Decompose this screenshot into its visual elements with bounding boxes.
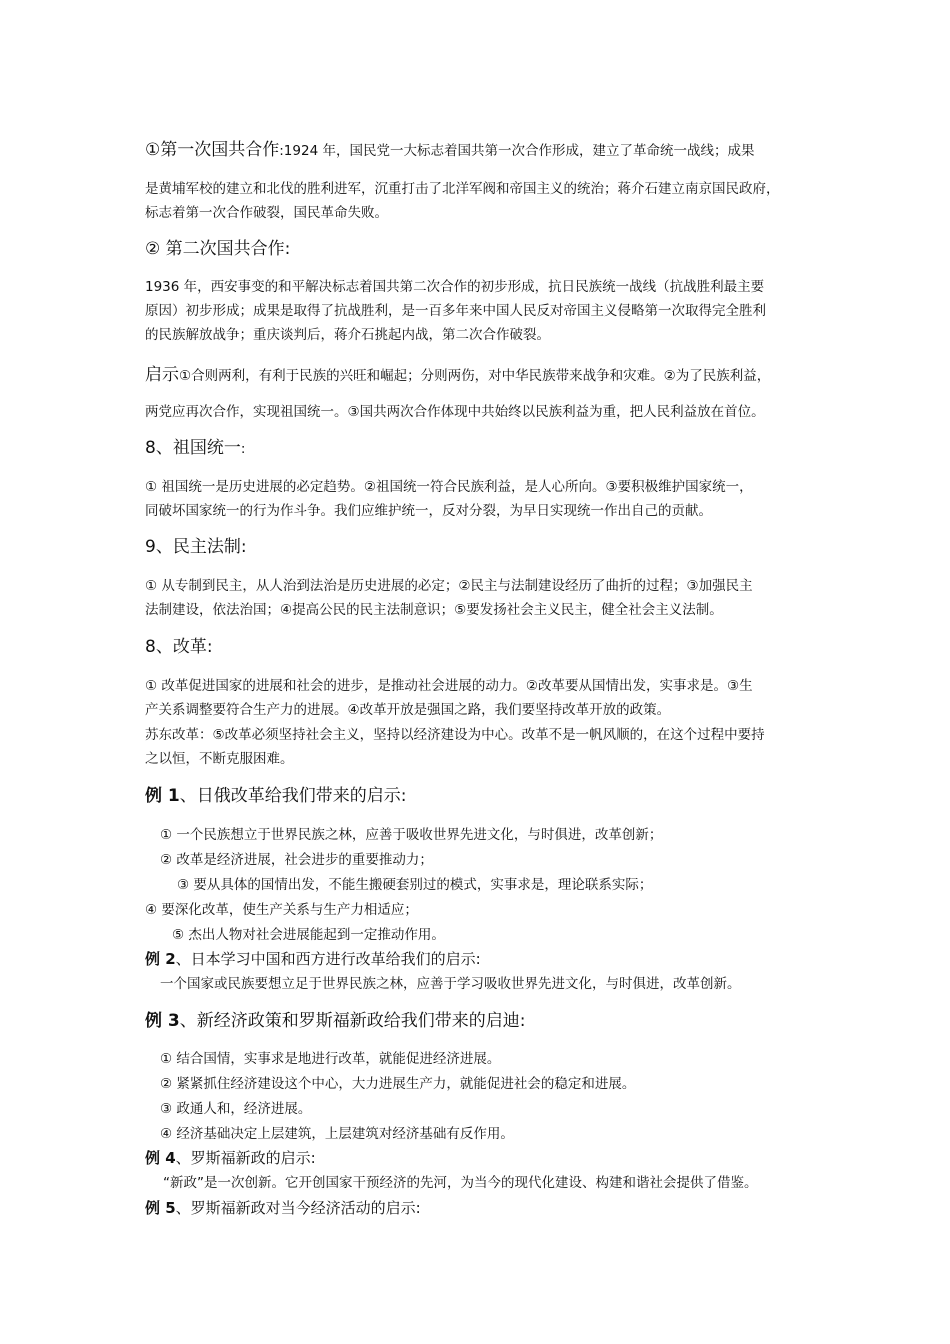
example-title: 、日俄改革给我们带来的启示: [179,786,407,806]
paragraph-line: 一个国家或民族要想立足于世界民族之林，应善于学习吸收世界先进文化，与时俱进，改革创新。 [160,976,741,992]
list-item: ⑤ 杰出人物对社会进展能起到一定推动作用。 [172,927,445,943]
list-item: ③ 要从具体的国情出发，不能生搬硬套别过的模式，实事求是，理论联系实际； [177,877,653,893]
paragraph-line: 之以恒，不断克服困难。 [145,751,294,767]
section-first-cooperation-line1 [145,141,754,160]
paragraph-line: 法制建设，依法治国；④提高公民的民主法制意识；⑤要发扬社会主义民主，健全社会主义法制。 [145,602,723,618]
paragraph-line: 标志着第一次合作破裂，国民革命失败。 [145,205,388,221]
example-label: 例 2 [145,950,176,968]
example-label: 例 5 [145,1199,176,1217]
example-label: 例 3 [145,1011,180,1031]
section-heading: 启示 [145,365,179,385]
list-item: ④ 经济基础决定上层建筑，上层建筑对经济基础有反作用。 [160,1126,514,1142]
example-3-heading [145,1012,525,1030]
paragraph-line: 两党应再次合作，实现祖国统一。③国共两次合作体现中共始终以民族利益为重，把人民利益放在首位。 [145,404,765,420]
list-item: ① 结合国情，实事求是地进行改革，就能促进经济进展。 [160,1051,501,1067]
example-5-heading [145,1199,421,1217]
paragraph-line: 1936 年，西安事变的和平解决标志着国共第二次合作的初步形成，抗日民族统一战线（抗战胜利最主要 [145,279,765,295]
example-label: 例 1 [145,786,180,806]
example-title: 、罗斯福新政的启示: [175,1149,316,1167]
heading-colon: : [240,441,246,457]
example-title: 、日本学习中国和西方进行改革给我们的启示: [175,950,481,968]
example-4-heading [145,1149,316,1167]
list-item: ② 紧紧抓住经济建设这个中心，大力进展生产力，就能促进社会的稳定和进展。 [160,1076,636,1092]
paragraph-line: ① 改革促进国家的进展和社会的进步，是推动社会进展的动力。②改革要从国情出发，实事求是。③生 [145,678,753,694]
list-item: ② 改革是经济进展，社会进步的重要推动力； [160,852,433,868]
example-1-heading [145,787,406,805]
example-2-heading [145,950,481,968]
paragraph-line: 原因）初步形成；成果是取得了抗战胜利，是一百多年来中国人民反对帝国主义侵略第一次取得完全胜利 [145,303,766,319]
paragraph-text: :1924 年，国民党一大标志着国共第一次合作形成，建立了革命统一战线；成果 [279,143,755,159]
list-item: ③ 政通人和，经济进展。 [160,1101,312,1117]
section-heading: 8、改革: [145,637,213,657]
paragraph-line: 的民族解放战争；重庆谈判后，蒋介石挑起内战，第二次合作破裂。 [145,327,550,343]
list-item: ① 一个民族想立于世界民族之林，应善于吸收世界先进文化，与时俱进，改革创新； [160,827,663,843]
paragraph-line: 是黄埔军校的建立和北伐的胜利进军，沉重打击了北洋军阀和帝国主义的统治；蒋介石建立南京国民政府， [145,181,780,197]
example-title: 、新经济政策和罗斯福新政给我们带来的启迪: [179,1011,526,1031]
section-heading: 8、祖国统一 [145,438,241,458]
example-label: 例 4 [145,1149,176,1167]
paragraph-line: ① 从专制到民主，从人治到法治是历史进展的必定；②民主与法制建设经历了曲折的过程；③加强民主 [145,578,753,594]
paragraph-line: 苏东改革：⑤改革必须坚持社会主义，坚持以经济建设为中心。改革不是一帆风顺的，在这个过程中要持 [145,727,765,743]
section-heading: ①第一次国共合作 [145,140,280,160]
example-title: 、罗斯福新政对当今经济活动的启示: [175,1199,421,1217]
section-heading: 9、民主法制: [145,537,247,557]
paragraph-line: ① 祖国统一是历史进展的必定趋势。②祖国统一符合民族利益，是人心所向。③要积极维护国家统一， [145,479,753,495]
section-reunification-heading [145,439,245,458]
paragraph-line: “新政”是一次创新。它开创国家干预经济的先河，为当今的现代化建设、构建和谐社会提供了借鉴。 [163,1175,758,1191]
paragraph-line: 同破坏国家统一的行为作斗争。我们应维护统一，反对分裂，为早日实现统一作出自己的贡献。 [145,503,712,519]
paragraph-line: 产关系调整要符合生产力的进展。④改革开放是强国之路，我们要坚持改革开放的政策。 [145,702,671,718]
paragraph-text: ①合则两利，有利于民族的兴旺和崛起；分则两伤，对中华民族带来战争和灾难。②为了民族利益， [179,368,771,384]
list-item: ④ 要深化改革，使生产关系与生产力相适应； [145,902,418,918]
inspiration-line1 [145,366,770,385]
section-heading: ② 第二次国共合作: [145,239,291,259]
